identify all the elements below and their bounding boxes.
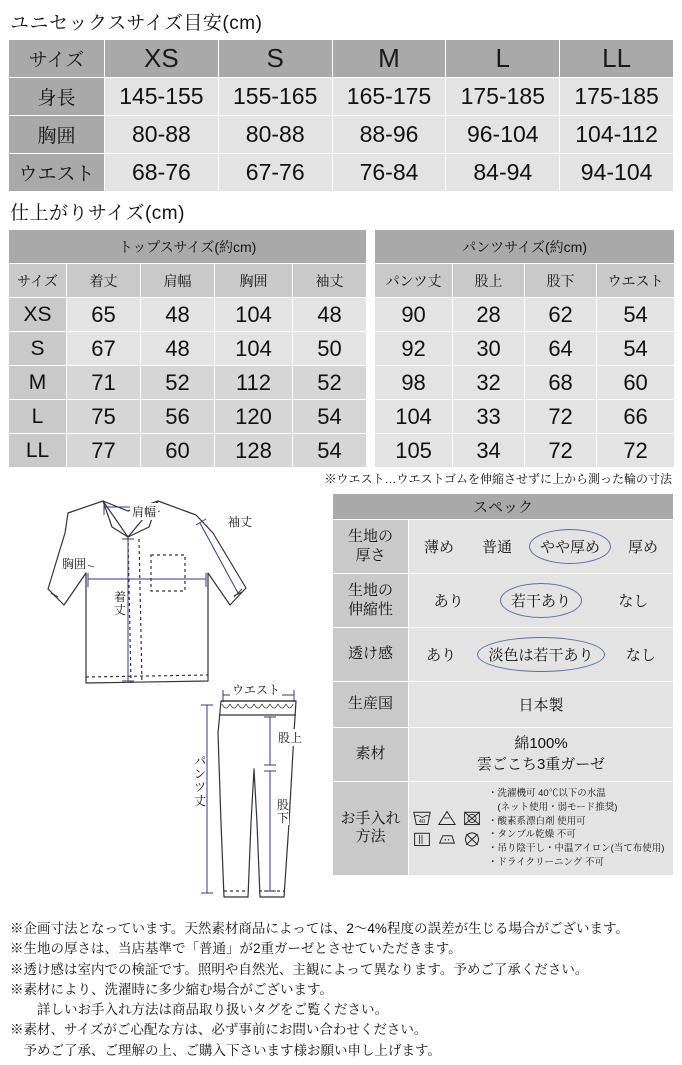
table-cell: 72	[597, 434, 675, 468]
wash-40-icon	[412, 809, 432, 827]
table-cell: 98	[375, 366, 453, 400]
option: 薄め	[423, 539, 454, 556]
table-cell: 94-104	[560, 154, 674, 192]
table-cell: 175-185	[560, 78, 674, 116]
spec-label	[333, 728, 409, 782]
material-line: 雲ごこち3重ガーゼ	[476, 755, 606, 773]
spec-value	[409, 628, 674, 682]
spec-value	[409, 520, 674, 574]
finished-size-table	[8, 229, 675, 468]
spec-label-line: 生地の	[347, 527, 393, 545]
footnote-line: ※透け感は室内での検証です。照明や自然光、主観によって異なります。予めご了承ください。	[10, 961, 589, 977]
table-cell: 175-185	[446, 78, 560, 116]
table-cell: 68-76	[105, 154, 219, 192]
table-cell: 48	[293, 298, 367, 332]
table-cell: 77	[67, 434, 141, 468]
label-shoulder: 肩幅	[132, 505, 157, 519]
spec-label-line: 厚さ	[355, 546, 386, 564]
table-cell: 84-94	[446, 154, 560, 192]
pajama-diagram-svg	[8, 493, 326, 913]
table-spacer	[367, 264, 375, 298]
column-header: ウエスト	[597, 264, 675, 298]
care-text-line: ・ドライクリーニング 不可	[488, 856, 604, 868]
table-cell: 120	[215, 400, 293, 434]
spec-row-sheerness	[333, 628, 674, 682]
table-spacer	[367, 400, 375, 434]
finished-size-title: 仕上がりサイズ(cm)	[10, 203, 185, 224]
group-header-tops: トップスサイズ(約cm)	[9, 230, 367, 264]
footnotes	[8, 919, 674, 1061]
option-group	[410, 641, 672, 668]
care-icon-row	[412, 809, 482, 827]
column-header: 袖丈	[293, 264, 367, 298]
column-header: 股上	[453, 264, 525, 298]
spec-label-line: 透け感	[347, 645, 393, 663]
option: 普通	[481, 539, 512, 556]
spec-row-stretch	[333, 574, 674, 628]
table-cell: 112	[215, 366, 293, 400]
care-text-line: ・洗濯機可 40℃以下の水温	[488, 788, 606, 799]
option: 厚め	[627, 539, 658, 556]
drip-dry-hang-icon	[412, 830, 432, 848]
table-cell: 105	[375, 434, 453, 468]
table-cell: 67-76	[218, 154, 332, 192]
label-waist: ウエスト	[232, 683, 281, 697]
column-header: XS	[105, 40, 219, 78]
spec-label	[333, 628, 409, 682]
table-cell: 60	[141, 434, 215, 468]
table-cell: 54	[597, 298, 675, 332]
table-spacer	[367, 366, 375, 400]
spec-title: スペック	[333, 494, 674, 520]
material-line: 綿100%	[514, 735, 568, 753]
table-cell: 67	[67, 332, 141, 366]
care-text-line: ・吊り陰干し・中温アイロン(当て布使用)	[488, 843, 665, 855]
column-header: L	[446, 40, 560, 78]
column-header: サイズ	[9, 264, 67, 298]
care-text-line: ・タンブル乾燥 不可	[488, 829, 576, 841]
row-label: L	[9, 400, 67, 434]
garment-illustration	[8, 493, 326, 913]
spec-value	[409, 574, 674, 628]
spec-value	[409, 728, 674, 782]
spec-row-care	[333, 782, 674, 876]
column-header: 肩幅	[141, 264, 215, 298]
row-label: M	[9, 366, 67, 400]
spec-label	[333, 682, 409, 728]
option: あり	[433, 593, 464, 610]
row-label: 身長	[9, 78, 105, 116]
table-cell: 65	[67, 298, 141, 332]
spec-value	[409, 782, 674, 876]
spec-row-thickness	[333, 520, 674, 574]
tumble-dry-no-icon	[462, 809, 482, 827]
spec-table	[332, 493, 674, 876]
table-row	[9, 78, 674, 116]
table-cell: 54	[597, 332, 675, 366]
table-cell: 104	[215, 298, 293, 332]
table-cell: 71	[67, 366, 141, 400]
footnote-line: ※生地の厚さは、当店基準で「普通」が2重ガーゼとさせていただきます。	[10, 941, 462, 957]
row-label: 胸囲	[9, 116, 105, 154]
spec-label	[333, 782, 409, 876]
table-cell: 48	[141, 298, 215, 332]
table-cell: 92	[375, 332, 453, 366]
table-cell: 104-112	[560, 116, 674, 154]
footnote-line: ※企画寸法となっています。天然素材商品によっては、2〜4%程度の誤差が生じる場合がございます。	[10, 921, 629, 936]
spec-label-line: 伸縮性	[347, 600, 393, 618]
footnote-line: 予めご了承、ご理解の上、ご購入下さいます様お願い申し上げます。	[10, 1042, 441, 1058]
table-cell: 72	[525, 434, 597, 468]
table-cell: 52	[141, 366, 215, 400]
label-length: 着丈	[114, 590, 127, 618]
table-cell: 54	[293, 400, 367, 434]
table-cell: 48	[141, 332, 215, 366]
table-cell: 66	[597, 400, 675, 434]
table-spacer	[367, 230, 375, 264]
svg-text:40: 40	[418, 818, 426, 825]
table-cell: 165-175	[332, 78, 446, 116]
table-cell: 62	[525, 298, 597, 332]
table-spacer	[367, 332, 375, 366]
table-cell: 50	[293, 332, 367, 366]
bleach-triangle-icon	[437, 809, 457, 827]
table-cell: 32	[453, 366, 525, 400]
spec-label	[333, 520, 409, 574]
spec-row-origin	[333, 682, 674, 728]
waist-measure-note: ※ウエスト…ウエストゴムを伸縮させずに上から測った輪の寸法	[324, 472, 672, 486]
table-cell: 155-165	[218, 78, 332, 116]
table-cell: 56	[141, 400, 215, 434]
label-pants-length: パンツ丈	[194, 754, 207, 808]
spec-label-line: 生産国	[347, 695, 393, 713]
table-cell: 80-88	[105, 116, 219, 154]
column-header: サイズ	[9, 40, 105, 78]
care-icon-row	[412, 830, 482, 848]
option-group	[410, 587, 672, 614]
option-selected: 若干あり	[507, 587, 575, 614]
label-rise: 股上	[278, 731, 303, 745]
row-label: ウエスト	[9, 154, 105, 192]
table-row	[9, 400, 675, 434]
unisex-size-title: ユニセックスサイズ目安(cm)	[10, 13, 263, 34]
table-spacer	[367, 298, 375, 332]
care-icon-group	[412, 809, 482, 848]
table-row	[9, 434, 675, 468]
table-cell: 96-104	[446, 116, 560, 154]
group-header-pants: パンツサイズ(約cm)	[375, 230, 675, 264]
unisex-size-table	[8, 39, 674, 192]
footnote-line: ※素材、サイズがご心配な方は、必ず事前にお問い合わせください。	[10, 1022, 428, 1038]
column-header: パンツ丈	[375, 264, 453, 298]
table-cell: 72	[525, 400, 597, 434]
care-instructions	[410, 783, 672, 874]
spec-label-line: 方法	[355, 828, 386, 846]
table-cell: 90	[375, 298, 453, 332]
care-text-block	[488, 787, 664, 870]
spec-value: 日本製	[409, 682, 674, 728]
table-cell: 104	[375, 400, 453, 434]
option-selected: やや厚め	[536, 533, 604, 560]
column-header: M	[332, 40, 446, 78]
table-cell: 54	[293, 434, 367, 468]
option: あり	[426, 647, 457, 664]
table-cell: 88-96	[332, 116, 446, 154]
care-text-line: (ネット使用・弱モード推奨)	[488, 801, 618, 813]
column-header-row	[9, 264, 675, 298]
footnote-line: 詳しいお手入れ方法は商品取り扱いタグをご覧ください。	[10, 1002, 388, 1017]
row-label: LL	[9, 434, 67, 468]
table-row	[9, 116, 674, 154]
spec-title-row	[333, 494, 674, 520]
column-header: 着丈	[67, 264, 141, 298]
iron-mid-icon	[437, 830, 457, 848]
table-cell: 75	[67, 400, 141, 434]
lower-section	[8, 493, 674, 913]
table-cell: 104	[215, 332, 293, 366]
spec-label	[333, 574, 409, 628]
table-row	[9, 154, 674, 192]
spec-row-material	[333, 728, 674, 782]
spec-label-line: 生地の	[347, 581, 393, 599]
table-cell: 34	[453, 434, 525, 468]
row-label: XS	[9, 298, 67, 332]
table-row	[9, 366, 675, 400]
spec-label-line: 素材	[355, 745, 386, 763]
label-chest: 胸囲	[62, 557, 87, 571]
table-cell: 28	[453, 298, 525, 332]
option: なし	[625, 647, 656, 664]
table-cell: 128	[215, 434, 293, 468]
table-cell: 60	[597, 366, 675, 400]
column-header: 股下	[525, 264, 597, 298]
column-header: 胸囲	[215, 264, 293, 298]
footnote-line: ※素材により、洗濯時に多少縮む場合がございます。	[10, 981, 333, 997]
table-cell: 52	[293, 366, 367, 400]
label-sleeve: 袖丈	[228, 515, 253, 529]
table-cell: 68	[525, 366, 597, 400]
table-cell: 76-84	[332, 154, 446, 192]
option: なし	[618, 593, 649, 610]
table-header-row	[9, 40, 674, 78]
spec-label-line: お手入れ	[340, 809, 401, 827]
table-spacer	[367, 434, 375, 468]
dryclean-no-icon	[462, 830, 482, 848]
spec-panel	[332, 493, 674, 876]
table-cell: 30	[453, 332, 525, 366]
column-header: S	[218, 40, 332, 78]
table-cell: 145-155	[105, 78, 219, 116]
group-header-row	[9, 230, 675, 264]
table-cell: 64	[525, 332, 597, 366]
row-label: S	[9, 332, 67, 366]
column-header: LL	[560, 40, 674, 78]
table-cell: 33	[453, 400, 525, 434]
option-selected: 淡色は若干あり	[484, 641, 597, 668]
table-row	[9, 298, 675, 332]
option-group	[410, 533, 672, 560]
label-inseam: 股下	[277, 798, 290, 826]
care-text-line: ・酸素系漂白剤 使用可	[488, 815, 586, 827]
table-cell: 80-88	[218, 116, 332, 154]
table-row	[9, 332, 675, 366]
